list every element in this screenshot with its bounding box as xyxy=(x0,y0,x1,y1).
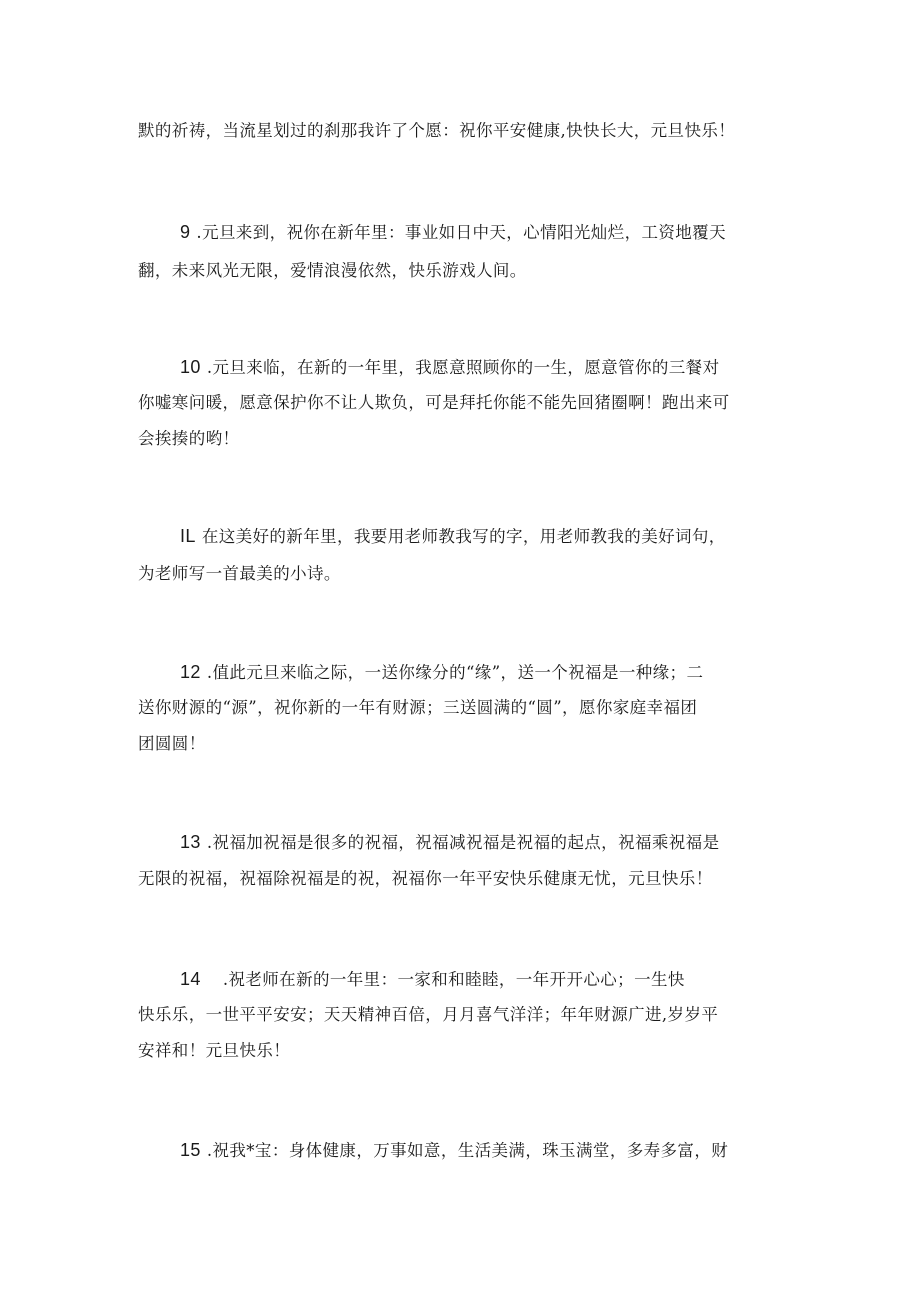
paragraph-number: 10 xyxy=(180,357,201,377)
paragraph-14-line-1 xyxy=(180,969,800,990)
paragraph-12-line-3: 团圆圆！ xyxy=(138,734,206,753)
paragraph-11-line-1 xyxy=(180,526,800,547)
paragraph-number: IL xyxy=(180,526,196,546)
paragraph-10-line-1 xyxy=(180,357,800,378)
paragraph-text: .元旦来到，祝你在新年里：事业如日中天，心情阳光灿烂，工资地覆天 xyxy=(196,223,726,242)
paragraph-number: 9 xyxy=(180,222,191,242)
paragraph-number: 12 xyxy=(180,662,201,682)
paragraph-text: .祝我*宝：身体健康，万事如意，生活美满，珠玉满堂，多寿多富，财 xyxy=(206,1141,729,1160)
paragraph-text: .值此元旦来临之际，一送你缘分的“缘”，送一个祝福是一种缘；二 xyxy=(206,663,704,682)
paragraph-10-line-3: 会挨揍的哟！ xyxy=(138,429,240,448)
paragraph-9-line-2: 翻，未来风光无限，爱情浪漫依然，快乐游戏人间。 xyxy=(138,261,527,280)
paragraph-text: .祝老师在新的一年里：一家和和睦睦，一年开开心心；一生快 xyxy=(222,970,685,989)
paragraph-8-line-1: 默的祈祷，当流星划过的刹那我许了个愿：祝你平安健康,快快长大，元旦快乐！ xyxy=(138,121,736,140)
paragraph-9-line-1 xyxy=(180,222,800,243)
paragraph-text: .祝福加祝福是很多的祝福，祝福减祝福是祝福的起点，祝福乘祝福是 xyxy=(206,833,720,852)
paragraph-text: .元旦来临，在新的一年里，我愿意照顾你的一生，愿意管你的三餐对 xyxy=(206,358,720,377)
paragraph-14-line-3: 安祥和！元旦快乐！ xyxy=(138,1041,291,1060)
paragraph-number: 15 xyxy=(180,1140,201,1160)
paragraph-12-line-1 xyxy=(180,662,800,683)
paragraph-13-line-2: 无限的祝福，祝福除祝福是的祝，祝福你一年平安快乐健康无忧，元旦快乐！ xyxy=(138,869,713,888)
paragraph-number: 14 xyxy=(180,969,201,989)
paragraph-14-line-2: 快乐乐，一世平平安安；天天精神百倍，月月喜气洋洋；年年财源广进,岁岁平 xyxy=(138,1005,719,1024)
paragraph-12-line-2: 送你财源的“源”，祝你新的一年有财源；三送圆满的“圆”，愿你家庭幸福团 xyxy=(138,698,698,717)
paragraph-11-line-2: 为老师写一首最美的小诗。 xyxy=(138,564,341,583)
paragraph-number: 13 xyxy=(180,832,201,852)
paragraph-10-line-2: 你嘘寒问暖，愿意保护你不让人欺负，可是拜托你能不能先回猪圈啊！跑出来可 xyxy=(138,393,730,412)
paragraph-15-line-1 xyxy=(180,1140,800,1161)
paragraph-13-line-1 xyxy=(180,832,800,853)
paragraph-text: 在这美好的新年里，我要用老师教我写的字，用老师教我的美好词句， xyxy=(201,527,726,546)
